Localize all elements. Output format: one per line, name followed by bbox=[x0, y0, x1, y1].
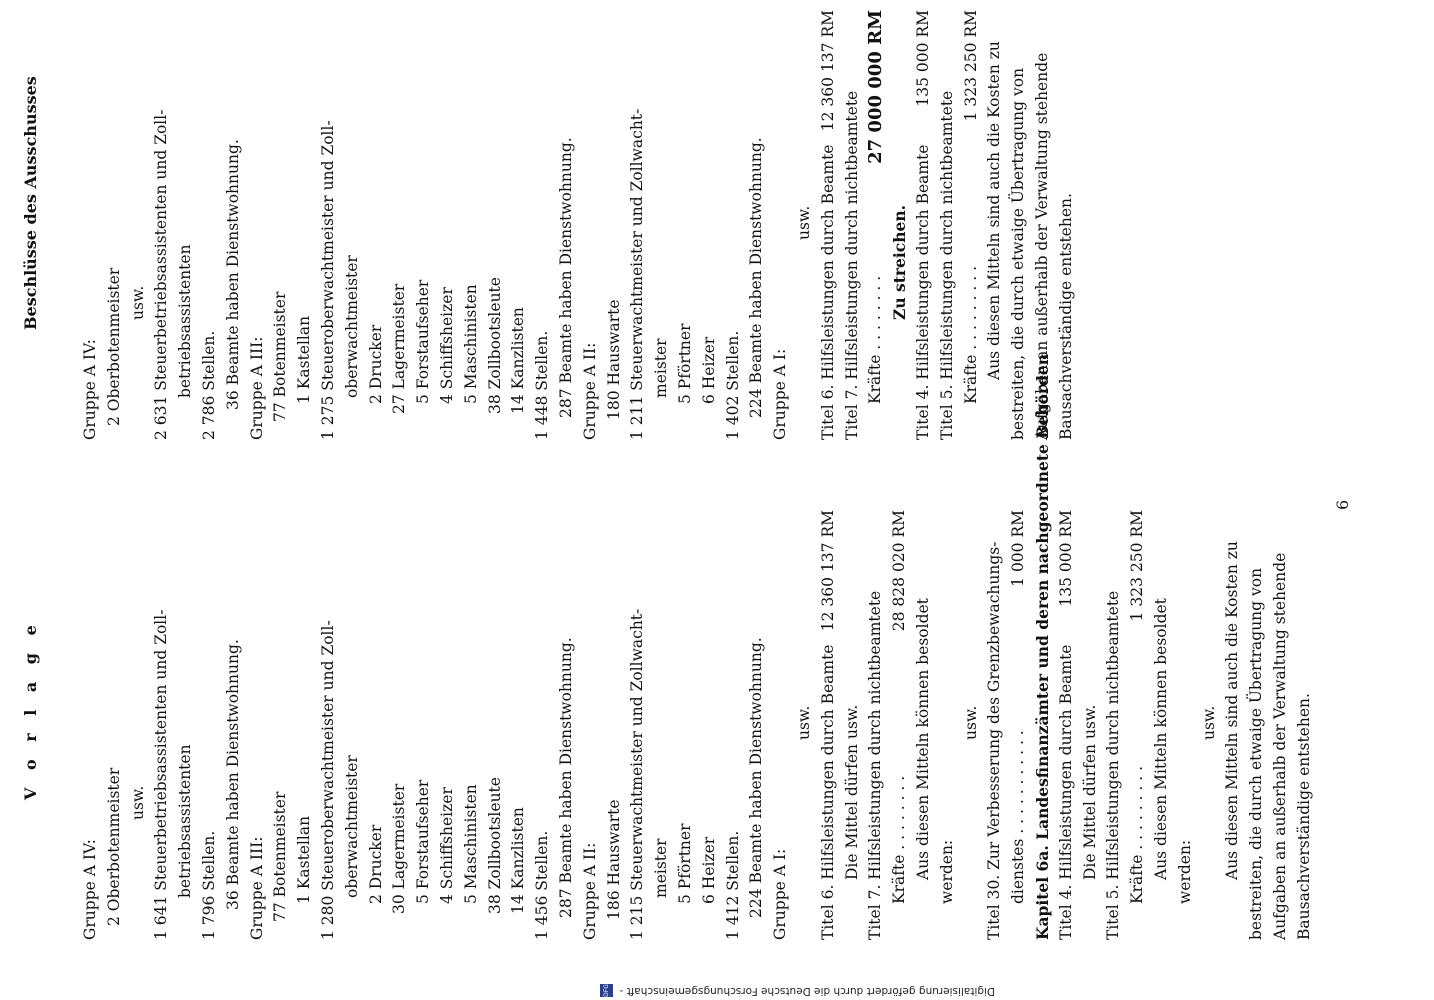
left-line: 38 Zollbootsleute bbox=[485, 777, 504, 914]
left-line: 5 Maschinisten bbox=[461, 784, 480, 904]
right-line: Aus diesen Mitteln sind auch die Kosten zu bbox=[985, 41, 1004, 380]
right-line: 2 Oberbotenmeister bbox=[104, 267, 123, 426]
left-line: werden: bbox=[1175, 839, 1194, 904]
right-line: 224 Beamte haben Dienstwohnung. bbox=[747, 137, 766, 418]
right-line: 180 Hauswarte bbox=[604, 299, 623, 420]
right-amount-titel6: 12 360 137 RM bbox=[818, 10, 837, 132]
right-line: 4 Schiffsheizer bbox=[438, 287, 456, 404]
right-line: 1 402 Stellen. bbox=[723, 330, 742, 440]
left-line: Aus diesen Mitteln können besoldet bbox=[1152, 598, 1170, 880]
left-line: 2 Drucker bbox=[366, 824, 385, 904]
left-line: 1 796 Stellen. bbox=[200, 830, 218, 940]
left-line: 1 641 Steuerbetriebsassistenten und Zoll- bbox=[152, 609, 171, 940]
left-line: Aufgaben an außerhalb der Verwaltung stehende bbox=[1271, 552, 1289, 940]
right-heading: Beschlüsse des Ausschusses bbox=[21, 76, 40, 330]
left-line: 6 Heizer bbox=[699, 836, 718, 904]
right-line: Gruppe A II: bbox=[580, 342, 599, 440]
left-line: Die Mittel dürfen usw. bbox=[1080, 704, 1099, 880]
right-amount-titel7: 27 000 000 RM bbox=[865, 10, 887, 164]
left-line: 5 Pförtner bbox=[676, 823, 694, 904]
right-line: Gruppe A IV: bbox=[81, 339, 99, 440]
left-line: 77 Botenmeister bbox=[271, 791, 290, 922]
right-line: Aufgaben an außerhalb der Verwaltung stehende bbox=[1033, 52, 1051, 440]
right-line: 287 Beamte haben Dienstwohnung. bbox=[557, 137, 575, 418]
left-line: usw. bbox=[795, 705, 813, 740]
right-line: betriebsassistenten bbox=[176, 244, 195, 398]
left-line: Titel 30. Zur Verbesserung des Grenzbewachungs- bbox=[985, 541, 1004, 940]
right-line: 14 Kanzlisten bbox=[509, 307, 528, 414]
right-line: Gruppe A III: bbox=[247, 336, 266, 440]
left-line: 1 456 Stellen. bbox=[533, 830, 552, 940]
right-line: Bausachverständige entstehen. bbox=[1056, 193, 1075, 440]
right-line: 5 Pförtner bbox=[676, 323, 694, 404]
left-line: meister bbox=[652, 838, 671, 898]
left-line: Aus diesen Mitteln sind auch die Kosten zu bbox=[1223, 541, 1242, 880]
right-line: Titel 5. Hilfsleistungen durch nichtbeamtete bbox=[937, 90, 956, 440]
right-line: 77 Botenmeister bbox=[271, 291, 290, 422]
right-line: Titel 6. Hilfsleistungen durch Beamte bbox=[818, 144, 837, 440]
right-line: Zu streichen. bbox=[890, 204, 910, 320]
right-line: 2 Drucker bbox=[366, 324, 385, 404]
left-amount-titel6: 12 360 137 RM bbox=[818, 510, 837, 632]
left-line: werden: bbox=[937, 839, 956, 904]
left-line: oberwachtmeister bbox=[342, 755, 361, 898]
left-line: Titel 5. Hilfsleistungen durch nichtbeamtete bbox=[1104, 590, 1123, 940]
left-line: Gruppe A I: bbox=[771, 848, 790, 940]
footer-text: Digitalisierung gefördert durch die Deutsche Forschungsgemeinschaft - bbox=[619, 985, 995, 997]
left-line: Kräfte . . . . . . . . . bbox=[1128, 765, 1147, 904]
left-amount-kap_titel4: 135 000 RM bbox=[1056, 510, 1075, 607]
right-line: 1 Kastellan bbox=[295, 315, 314, 404]
left-line: 1 Kastellan bbox=[295, 815, 314, 904]
left-line: Die Mittel dürfen usw. bbox=[842, 704, 861, 880]
left-line: usw. bbox=[128, 785, 147, 820]
right-line: bestreiten, die durch etwaige Übertragung von bbox=[1009, 67, 1028, 440]
left-line: 224 Beamte haben Dienstwohnung. bbox=[747, 637, 766, 918]
right-line: 5 Forstaufseher bbox=[414, 279, 433, 404]
left-line: Gruppe A IV: bbox=[81, 839, 99, 940]
left-line: betriebsassistenten bbox=[176, 744, 195, 898]
right-amount-kap_titel5: 1 323 250 RM bbox=[961, 10, 980, 122]
right-line: meister bbox=[652, 338, 671, 398]
left-line: 5 Forstaufseher bbox=[414, 779, 433, 904]
right-line: 1 275 Steueroberwachtmeister und Zoll- bbox=[319, 120, 337, 440]
right-column-beschluesse bbox=[0, 10, 1434, 440]
left-line: Titel 4. Hilfsleistungen durch Beamte bbox=[1056, 644, 1075, 940]
right-line: 1 448 Stellen. bbox=[533, 330, 552, 440]
right-line: Kräfte . . . . . . . . . bbox=[961, 265, 980, 404]
left-line: Aus diesen Mitteln können besoldet bbox=[914, 598, 932, 880]
right-line: 6 Heizer bbox=[699, 336, 718, 404]
left-line: bestreiten, die durch etwaige Übertragung von bbox=[1247, 567, 1266, 940]
right-line: 1 211 Steuerwachtmeister und Zollwacht- bbox=[628, 108, 647, 440]
right-line: Titel 7. Hilfsleistungen durch nichtbeamtete bbox=[842, 90, 861, 440]
page-number: 6 bbox=[1333, 499, 1352, 510]
right-line: 27 Lagermeister bbox=[390, 283, 409, 414]
left-line: usw. bbox=[961, 705, 980, 740]
left-line: 30 Lagermeister bbox=[390, 783, 409, 914]
left-line: Titel 7. Hilfsleistungen durch nichtbeamtete bbox=[866, 590, 885, 940]
right-line: usw. bbox=[128, 285, 147, 320]
left-amount-titel30: 1 000 RM bbox=[1009, 510, 1028, 587]
right-line: Titel 4. Hilfsleistungen durch Beamte bbox=[914, 144, 932, 440]
right-line: 5 Maschinisten bbox=[461, 284, 480, 404]
left-line: 4 Schiffsheizer bbox=[438, 787, 456, 904]
left-line: 1 280 Steueroberwachtmeister und Zoll- bbox=[319, 620, 337, 940]
right-line: 36 Beamte haben Dienstwohnung. bbox=[223, 139, 242, 410]
left-amount-titel7: 28 828 020 RM bbox=[890, 510, 909, 632]
left-line: Gruppe A II: bbox=[580, 842, 599, 940]
footer bbox=[600, 983, 995, 997]
left-line: Bausachverständige entstehen. bbox=[1294, 693, 1313, 940]
left-line: 1 412 Stellen. bbox=[723, 830, 742, 940]
left-line: Kräfte . . . . . . . . bbox=[890, 775, 909, 904]
right-line: 38 Zollbootsleute bbox=[485, 277, 504, 414]
left-amount-kap_titel5: 1 323 250 RM bbox=[1128, 510, 1147, 622]
left-line: 36 Beamte haben Dienstwohnung. bbox=[223, 639, 242, 910]
left-line: 186 Hauswarte bbox=[604, 799, 623, 920]
right-line: Kräfte . . . . . . . . bbox=[866, 275, 885, 404]
left-line: dienstes . . . . . . . . . . . bbox=[1009, 730, 1028, 904]
left-line: Kapitel 6a. Landesfinanzämter und deren nachgeordnete Behörden bbox=[1033, 354, 1052, 940]
right-line: 2 786 Stellen. bbox=[200, 330, 218, 440]
right-line: usw. bbox=[795, 205, 813, 240]
right-amount-kap_titel4: 135 000 RM bbox=[914, 10, 932, 107]
left-line: Gruppe A III: bbox=[247, 836, 266, 940]
left-line: 1 215 Steuerwachtmeister und Zollwacht- bbox=[628, 608, 647, 940]
left-line: 2 Oberbotenmeister bbox=[104, 767, 123, 926]
left-line: 14 Kanzlisten bbox=[509, 807, 528, 914]
right-line: oberwachtmeister bbox=[342, 255, 361, 398]
left-heading: V o r l a g e bbox=[21, 619, 40, 800]
left-line: Titel 6. Hilfsleistungen durch Beamte bbox=[818, 644, 837, 940]
left-line: usw. bbox=[1199, 705, 1218, 740]
right-line: 2 631 Steuerbetriebsassistenten und Zoll- bbox=[152, 109, 171, 440]
left-line: 287 Beamte haben Dienstwohnung. bbox=[557, 637, 575, 918]
dfg-logo: DFG bbox=[600, 984, 613, 997]
right-line: Gruppe A I: bbox=[771, 348, 790, 440]
